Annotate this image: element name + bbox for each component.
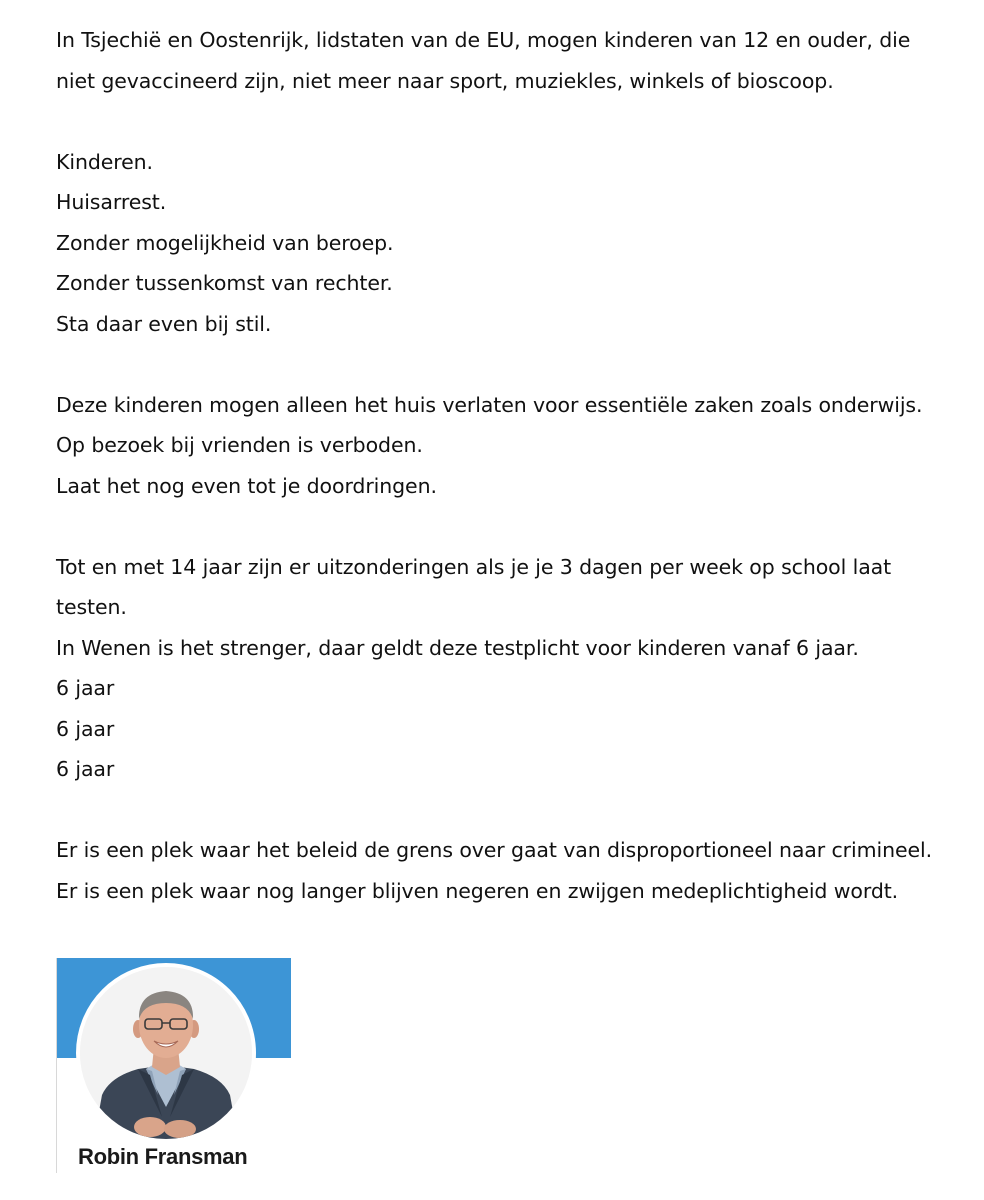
avatar-portrait (80, 967, 252, 1139)
paragraph-house-arrest (56, 142, 956, 345)
text-line: testen. (56, 595, 127, 619)
text-line: 6 jaar (56, 676, 115, 700)
text-line: Zonder mogelijkheid van beroep. (56, 230, 394, 255)
text-line: Huisarrest. (56, 190, 167, 214)
text-line: Tot en met 14 jaar zijn er uitzonderingen als je je 3 dagen per week op school laat (56, 554, 892, 579)
text-line: Sta daar even bij stil. (56, 311, 272, 336)
text-line: niet gevaccineerd zijn, niet meer naar sport, muziekles, winkels of bioscoop. (56, 68, 834, 93)
text-line: Deze kinderen mogen alleen het huis verlaten voor essentiële zaken zoals onderwijs. (56, 392, 923, 417)
text-line: Kinderen. (56, 149, 153, 174)
author-avatar (76, 963, 256, 1143)
paragraph-exceptions (56, 547, 956, 790)
text-line: Er is een plek waar nog langer blijven negeren en zwijgen medeplichtigheid wordt. (56, 878, 899, 903)
paragraph-conclusion (56, 830, 956, 911)
text-line: 6 jaar (56, 757, 115, 781)
paragraph-restrictions (56, 385, 956, 507)
text-line: In Tsjechië en Oostenrijk, lidstaten van de EU, mogen kinderen van 12 en ouder, die (56, 28, 911, 52)
author-name: Robin Fransman (78, 1144, 248, 1169)
text-line: In Wenen is het strenger, daar geldt deze testplicht voor kinderen vanaf 6 jaar. (56, 635, 859, 660)
text-line: Er is een plek waar het beleid de grens over gaat van disproportioneel naar crimineel. (56, 838, 933, 862)
article-body (56, 20, 956, 952)
text-line: Laat het nog even tot je doordringen. (56, 473, 437, 498)
text-line: 6 jaar (56, 716, 115, 741)
paragraph-intro (56, 20, 956, 101)
author-card (56, 958, 291, 1173)
text-line: Zonder tussenkomst van rechter. (56, 271, 393, 295)
text-line: Op bezoek bij vrienden is verboden. (56, 433, 423, 457)
